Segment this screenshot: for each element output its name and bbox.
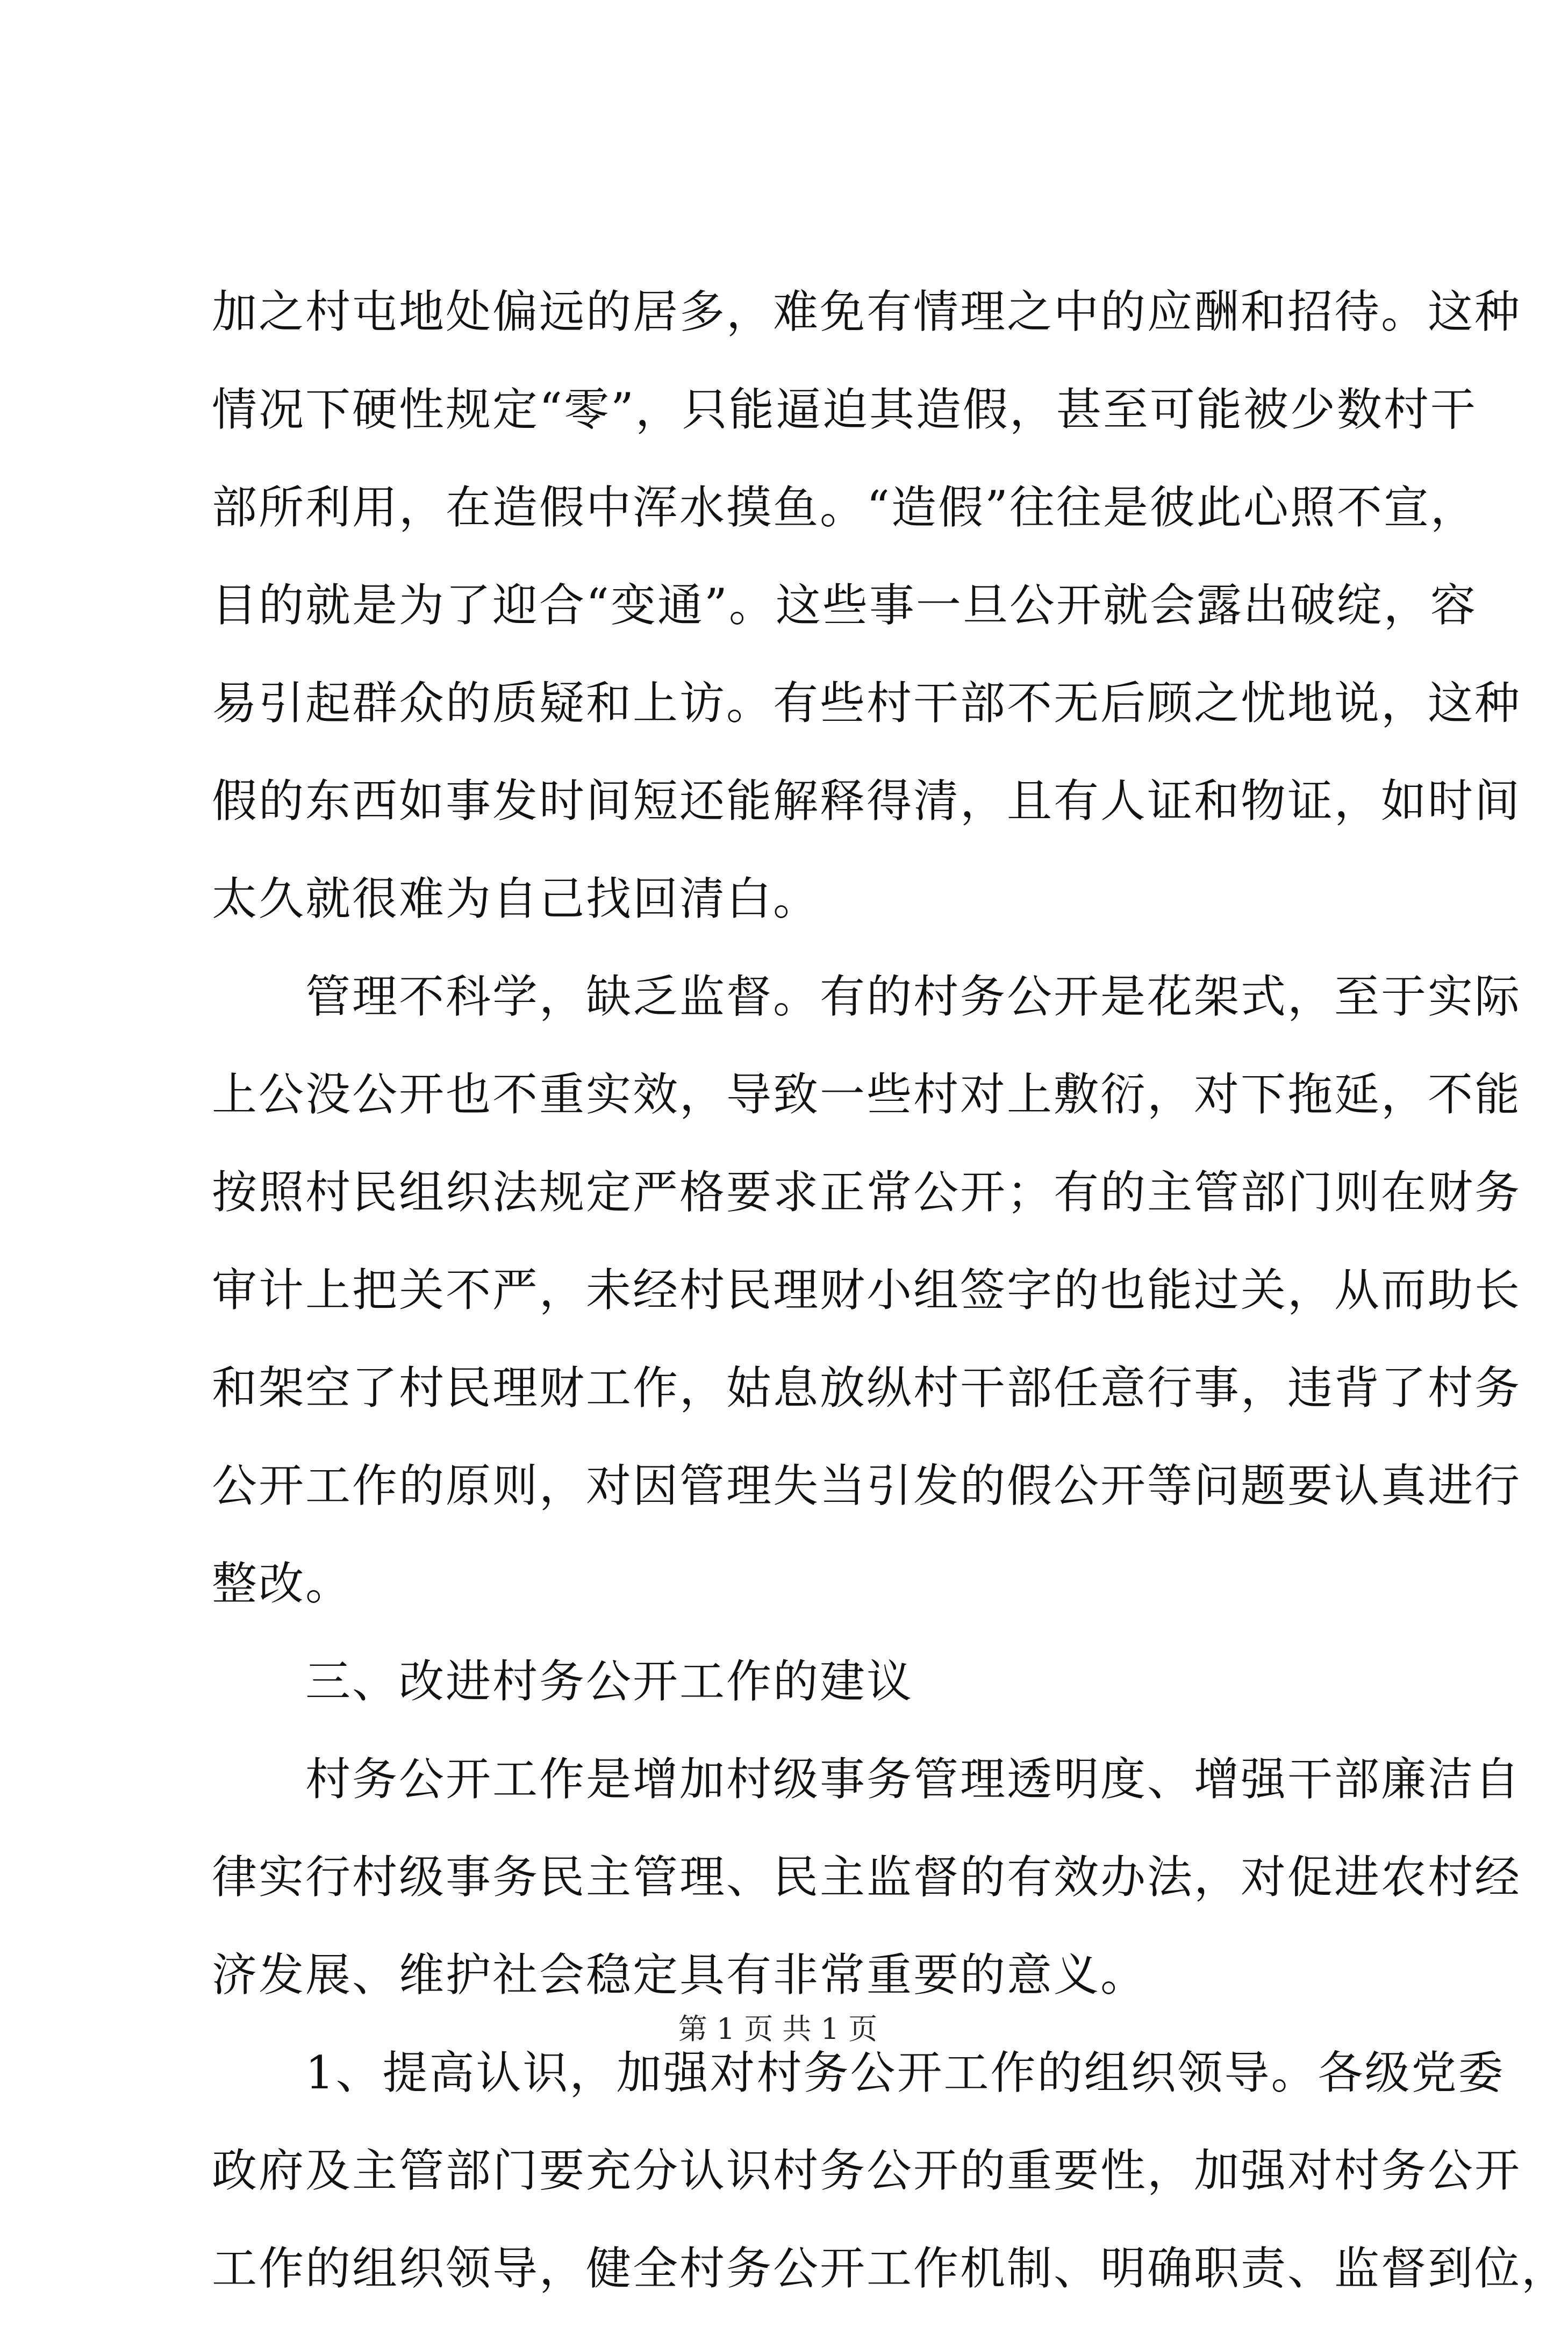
- page-footer: 第 1 页 共 1 页: [678, 2012, 878, 2046]
- text-line: 济发展、维护社会稳定具有非常重要的意义。: [212, 1949, 1148, 2001]
- text-line: 按照村民组织法规定严格要求正常公开；有的主管部门则在财务: [212, 1166, 1522, 1219]
- text-line: 律实行村级事务民主管理、民主监督的有效办法，对促进农村经: [212, 1851, 1522, 1903]
- text-line: 假的东西如事发时间短还能解释得清，且有人证和物证，如时间: [212, 775, 1522, 827]
- text-line: 上公没公开也不重实效，导致一些村对上敷衍，对下拖延，不能: [212, 1068, 1522, 1121]
- text-line: 审计上把关不严，未经村民理财小组签字的也能过关，从而助长: [212, 1264, 1522, 1316]
- text-line: 和架空了村民理财工作，姑息放纵村干部任意行事，违背了村务: [212, 1362, 1522, 1414]
- text-line: 目的就是为了迎合“变通”。这些事一旦公开就会露出破绽，容: [212, 579, 1477, 632]
- text-line: 部所利用，在造假中浑水摸鱼。“造假”往往是彼此心照不宣，: [212, 481, 1477, 534]
- text-line: 1、提高认识，加强对村务公开工作的组织领导。各级党委: [212, 2046, 1505, 2099]
- text-line: 管理不科学，缺乏监督。有的村务公开是花架式，至于实际: [212, 970, 1522, 1023]
- text-line: 易引起群众的质疑和上访。有些村干部不无后顾之忧地说，这种: [212, 677, 1522, 729]
- text-line: 工作的组织领导，健全村务公开工作机制、明确职责、监督到位，: [212, 2242, 1568, 2295]
- text-line: 加之村屯地处偏远的居多，难免有情理之中的应酬和招待。这种: [212, 285, 1522, 338]
- text-line: 情况下硬性规定“零”，只能逼迫其造假，甚至可能被少数村干: [212, 383, 1477, 436]
- text-line: 太久就很难为自己找回清白。: [212, 872, 820, 925]
- text-line: 公开工作的原则，对因管理失当引发的假公开等问题要认真进行: [212, 1459, 1522, 1512]
- section-heading: 三、改进村务公开工作的建议: [212, 1655, 914, 1708]
- text-line: 政府及主管部门要充分认识村务公开的重要性，加强对村务公开: [212, 2144, 1522, 2197]
- text-line: 村务公开工作是增加村级事务管理透明度、增强干部廉洁自: [212, 1753, 1522, 1806]
- text-line: 整改。: [212, 1557, 353, 1610]
